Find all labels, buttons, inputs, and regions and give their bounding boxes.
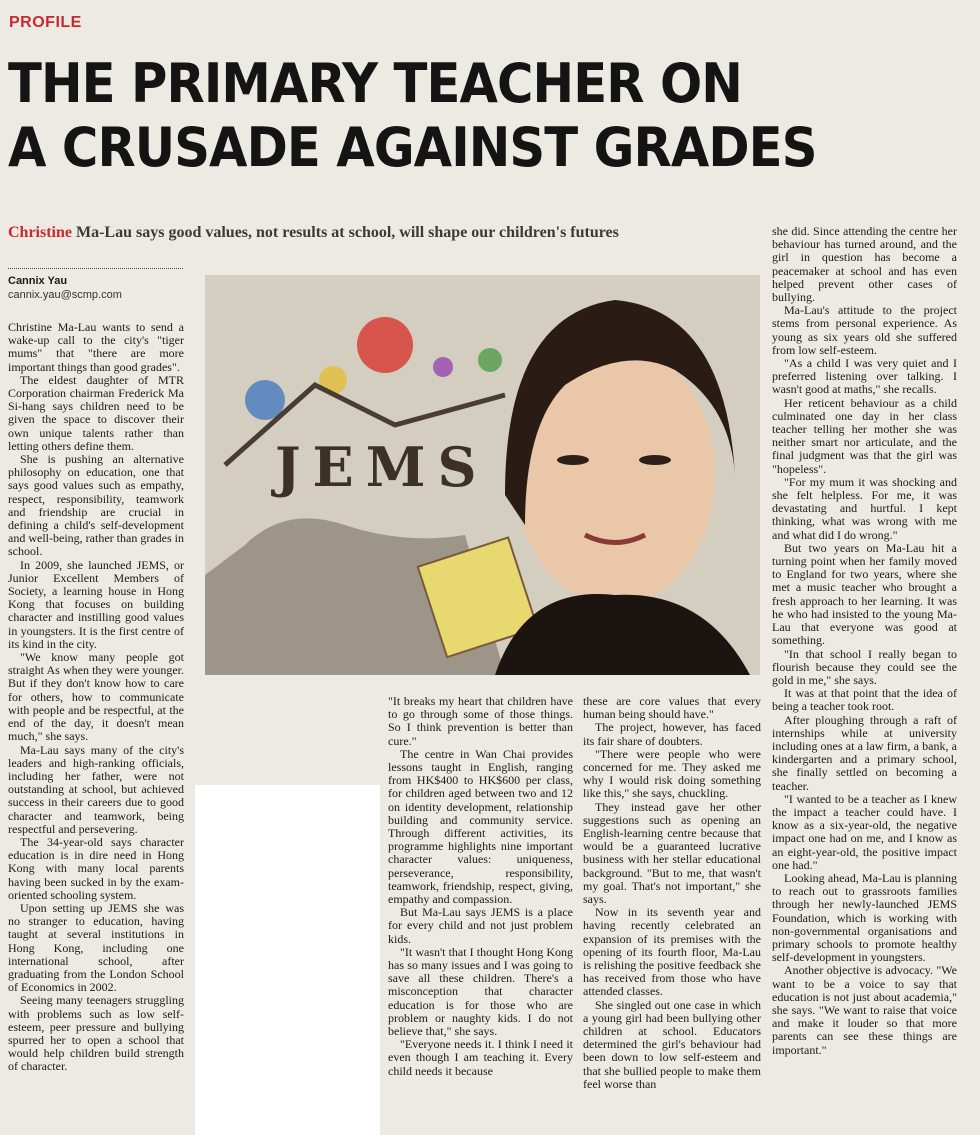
headline-line-2: A CRUSADE AGAINST GRADES xyxy=(8,116,817,179)
standfirst xyxy=(8,224,619,242)
byline-author: Cannix Yau xyxy=(8,275,68,287)
article-paragraph: she did. Since attending the centre her behaviour has turned around, and the girl in question has become a peacemaker at school and has even helped prevent other cases of bullying. xyxy=(772,225,957,305)
article-paragraph: these are core values that every human being should have." xyxy=(583,695,761,722)
article-paragraph: Christine Ma-Lau wants to send a wake-up call to the city's "tiger mums" that "there are more important things than good grades". xyxy=(8,321,184,374)
article-column-4 xyxy=(772,225,957,1110)
article-paragraph: The 34-year-old says character education is in dire need in Hong Kong with many local parents having been sucked in by the exam-oriented schooling system. xyxy=(8,834,184,902)
article-column-1 xyxy=(8,321,184,1111)
article-paragraph: The eldest daughter of MTR Corporation chairman Frederick Ma Si-hang says children need to be given the space to discover their own unique talents rather than letting others define them. xyxy=(8,372,184,453)
article-paragraph: Looking ahead, Ma-Lau is planning to reach out to grassroots families through her newly-launched JEMS Foundation, which is working with non-governmental organisations and primary schools to promote healthy self-development in youngsters. xyxy=(772,870,957,965)
article-paragraph: Ma-Lau's attitude to the project stems from personal experience. As young as six years old she suffered from low self-esteem. xyxy=(772,303,957,357)
article-paragraph: "It breaks my heart that children have to go through some of those things. So I think prevention is better than cure." xyxy=(388,695,573,748)
article-paragraph: She is pushing an alternative philosophy on education, one that says good values such as empathy, respect, responsibility, teamwork and friendship are crucial in defining a child's self-development and well-being, rather than grades in school. xyxy=(8,452,184,559)
article-paragraph: "Everyone needs it. I think I need it even though I am teaching it. Every child needs it because xyxy=(388,1037,573,1078)
article-paragraph: "As a child I was very quiet and I preferred listening over talking. I wasn't good at maths," she recalls. xyxy=(772,356,957,397)
article-paragraph: But Ma-Lau says JEMS is a place for every child and not just problem kids. xyxy=(388,905,573,946)
article-paragraph: "For my mum it was shocking and she felt helpless. For me, it was devastating and hurtful. I kept thinking, what was wrong with me and what did I do wrong." xyxy=(772,474,957,542)
article-paragraph: Another objective is advocacy. "We want to be a voice to say that education is not just about academia," she says. "We want to raise that voice and make it louder so that more parents can see these things are important." xyxy=(772,963,957,1057)
article-paragraph: After ploughing through a raft of internships while at university including ones at a law firm, a bank, a kindergarten and a primary school, she finally settled on becoming a teacher. xyxy=(772,712,957,793)
article-paragraph: "We know many people got straight As when they were younger. But if they don't know how to care for others, how to communicate with people and be respectful, at the end of the day, it doesn't mean much," she says. xyxy=(8,650,184,744)
article-paragraph: "It wasn't that I thought Hong Kong has so many issues and I was going to save all these children. There's a misconception that character education is for those who are problem or naughty kids. I do not believe that," she says. xyxy=(388,944,573,1039)
article-paragraph: "There were people who were concerned for me. They asked me why I would risk doing something like this," she says, chuckling. xyxy=(583,746,761,801)
section-label: PROFILE xyxy=(9,14,82,31)
article-paragraph: Her reticent behaviour as a child culminated one day in her class teacher telling her mother she was neither smart nor articulate, and the final judgment was that the girl was "hopeless". xyxy=(772,395,957,476)
article-paragraph: She singled out one case in which a young girl had been bullying other children at school. Educators determined the girl's behaviour had been down to low self-esteem and that she bullied people to make them feel worse than xyxy=(583,997,761,1091)
article-paragraph: Upon setting up JEMS she was no stranger to education, having taught at several institutions in Hong Kong, including one international school, after graduating from the London School of Economics in 2002. xyxy=(8,900,184,995)
article-paragraph: Seeing many teenagers struggling with problems such as low self-esteem, peer pressure and bullying spurred her to open a school that would help children build strength of character. xyxy=(8,993,184,1074)
article-paragraph: The centre in Wan Chai provides lessons taught in English, ranging from HK$400 to HK$600 per class, for children aged between two and 12 on identity development, relationship building and community service. Through different activities, its programme highlights nine important character values: uniqueness, perseverance, responsibility, teamwork, friendship, respect, giving, empathy and compassion. xyxy=(388,746,573,907)
article-paragraph: Now in its seventh year and having recently celebrated an expansion of its premises with the opening of its fourth floor, Ma-Lau is relishing the positive feedback she has received from those who have attended classes. xyxy=(583,905,761,999)
standfirst-first-word: Christine xyxy=(8,224,72,241)
article-paragraph: They instead gave her other suggestions such as opening an English-learning centre because that would be a guaranteed lucrative business with her stellar educational background. "But to me, that wasn't my goal. That's not important," she says. xyxy=(583,799,761,907)
article-column-3 xyxy=(583,695,761,1115)
blank-panel xyxy=(195,785,380,1135)
article-paragraph: Ma-Lau says many of the city's leaders and high-ranking officials, including her father, were not outstanding at school, but achieved success in their careers due to good character and teamwork, being respectful and persevering. xyxy=(8,742,184,836)
byline-divider xyxy=(8,268,183,269)
headline xyxy=(8,52,836,180)
article-paragraph: But two years on Ma-Lau hit a turning point when her family moved to England for two years, where she met a music teacher who brought a fresh approach to her learning. It was he who had insisted to the young Ma-Lau that everyone was good at something. xyxy=(772,540,957,648)
byline-email: cannix.yau@scmp.com xyxy=(8,289,122,301)
article-column-2 xyxy=(388,695,573,1115)
headline-line-1: THE PRIMARY TEACHER ON xyxy=(8,52,742,115)
article-paragraph: The project, however, has faced its fair share of doubters. xyxy=(583,720,761,748)
portrait-photo xyxy=(205,275,760,675)
jems-sign: JEMS xyxy=(275,435,489,499)
article-paragraph: "In that school I really began to flourish because they could see the gold in me," she says. xyxy=(772,646,957,687)
article-paragraph: In 2009, she launched JEMS, or Junior Excellent Members of Society, a learning house in Hong Kong that focuses on building character and instilling good values in youngsters. It is the first centre of its kind in the city. xyxy=(8,557,184,651)
standfirst-text: Ma-Lau says good values, not results at school, will shape our children's futures xyxy=(72,224,619,241)
article-paragraph: "I wanted to be a teacher as I knew the impact a teacher could have. I know as a six-year-old, the negative impact one had on me, and I know as an eight-year-old, the positive impact one had." xyxy=(772,791,957,872)
article-paragraph: It was at that point that the idea of being a teacher took root. xyxy=(772,686,957,714)
